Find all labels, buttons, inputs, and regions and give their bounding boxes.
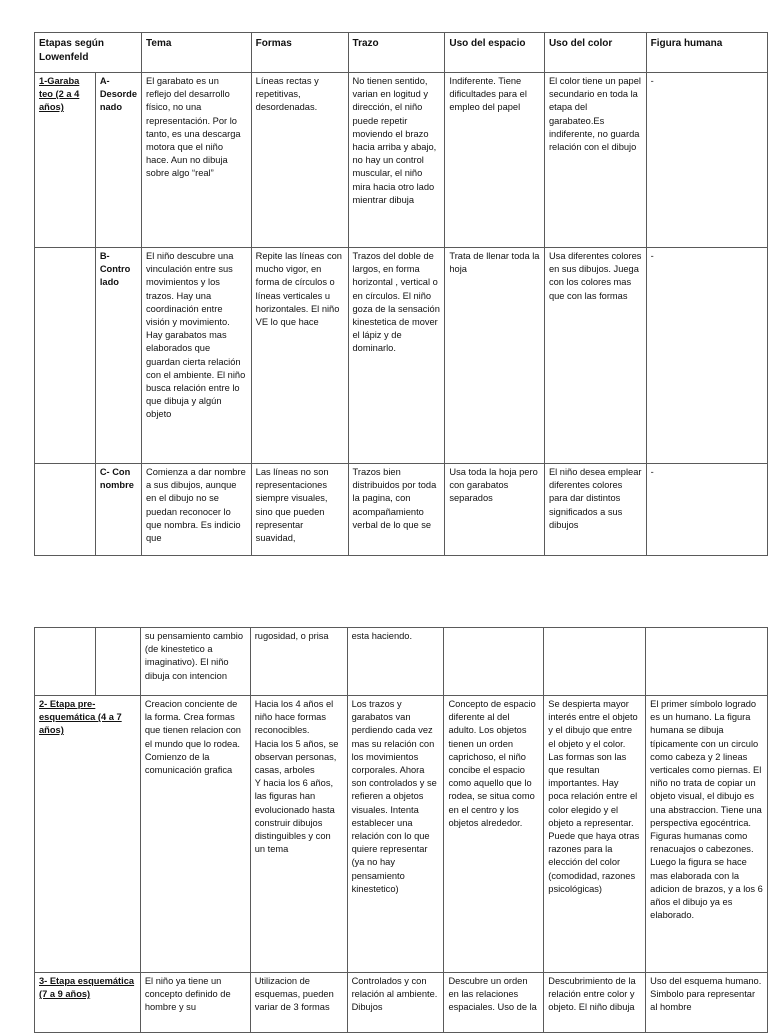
cell-figure: - bbox=[646, 73, 767, 248]
cell-color: El color tiene un papel secundario en toda la etapa del garabateo.Es indiferente, no guarda relación con el dibujo bbox=[544, 73, 646, 248]
cell-stroke: No tienen sentido, varian en logitud y dirección, el niño puede repetir moviendo el brazo hacia arriba y abajo, no hay un control muscular, el niño mira hacia otro lado mientrar dibuja bbox=[348, 73, 445, 248]
cell-space: Usa toda la hoja pero con garabatos separados bbox=[445, 464, 545, 556]
cell-stroke: Los trazos y garabatos van perdiendo cada vez mas su relación con los movimientos corporales. Ahora son controlados y se refieren a objetos visuales. Intenta establecer una relación con lo que quiere representar (ya no hay pensamiento kinestetico) bbox=[347, 696, 444, 973]
header-forms: Formas bbox=[251, 33, 348, 73]
cell-figure: Uso del esquema humano. Simbolo para representar al hombre bbox=[646, 973, 768, 1033]
cell-color bbox=[544, 628, 646, 696]
stage-2-label: 2- Etapa pre-esquemática (4 a 7 años) bbox=[35, 696, 141, 973]
lowenfeld-table-page-1 bbox=[34, 32, 768, 556]
stage-1-label: 1-Garaba teo (2 a 4 años) bbox=[35, 73, 96, 248]
cell-space: Concepto de espacio diferente al del adulto. Los objetos tienen un orden caprichoso, el niño concibe el espacio como aquello que lo rodea, se situa como en el centro y los objetos alrededor. bbox=[444, 696, 544, 973]
header-figure: Figura humana bbox=[646, 33, 767, 73]
cell-stroke: esta haciendo. bbox=[347, 628, 444, 696]
cell-forms: Repite las líneas con mucho vigor, en forma de círculos o líneas verticales u horizontales. El niño VE lo que hace bbox=[251, 248, 348, 464]
cell-stroke: Trazos del doble de largos, en forma horizontal , vertical o en círculos. El niño goza de la sensación kinestetica de mover el lápiz y de dominarlo. bbox=[348, 248, 445, 464]
cell-color: Usa diferentes colores en sus dibujos. Juega con los colores mas que con las formas bbox=[544, 248, 646, 464]
stage-empty bbox=[35, 628, 96, 696]
substage-a: A- Desorde nado bbox=[95, 73, 141, 248]
header-space: Uso del espacio bbox=[445, 33, 545, 73]
cell-forms: rugosidad, o prisa bbox=[250, 628, 347, 696]
cell-space: Indiferente. Tiene dificultades para el empleo del papel bbox=[445, 73, 545, 248]
stage-3-label: 3- Etapa esquemática (7 a 9 años) bbox=[35, 973, 141, 1033]
header-theme: Tema bbox=[142, 33, 252, 73]
table-row bbox=[35, 248, 768, 464]
cell-forms: Hacia los 4 años el niño hace formas reconocibles. Hacia los 5 años, se observan personas, casas, arboles Y hacia los 6 años, las figuras han evolucionado hasta construir dibujos distinguibles y con un tema bbox=[250, 696, 347, 973]
header-stroke: Trazo bbox=[348, 33, 445, 73]
substage-b: B- Contro lado bbox=[95, 248, 141, 464]
table-row bbox=[35, 464, 768, 556]
header-color: Uso del color bbox=[544, 33, 646, 73]
cell-theme: su pensamiento cambio (de kinestetico a imaginativo). El niño dibuja con intencion bbox=[140, 628, 250, 696]
table-row bbox=[35, 73, 768, 248]
cell-forms: Utilizacion de esquemas, pueden variar de 3 formas bbox=[250, 973, 347, 1033]
cell-color: Se despierta mayor interés entre el objeto y el dibujo que entre el objeto y el color. Las formas son las que resultan importantes. Hay poca relación entre el color elegido y el objeto a representar. Puede que haya otras razones para la elección del color (comodidad, razones psicológicas) bbox=[544, 696, 646, 973]
cell-theme: El niño descubre una vinculación entre sus movimientos y los trazos. Hay una coordinación entre visión y movimiento. Hay garabatos mas elaborados que guardan cierta relación con el ambiente. El niño busca relación entre lo que dibuja y algún objeto bbox=[142, 248, 252, 464]
cell-stroke: Controlados y con relación al ambiente. Dibujos bbox=[347, 973, 444, 1033]
cell-figure: - bbox=[646, 464, 767, 556]
cell-space bbox=[444, 628, 544, 696]
cell-forms: Líneas rectas y repetitivas, desordenadas. bbox=[251, 73, 348, 248]
header-stages: Etapas según Lowenfeld bbox=[35, 33, 142, 73]
substage-c: C- Con nombre bbox=[95, 464, 141, 556]
cell-figure: El primer símbolo logrado es un humano. La figura humana se dibuja típicamente con un circulo como cabeza y 2 lineas verticales como piernas. El niño no trata de copiar un objeto visual, el dibujo es una abstraccion. Tiene una perspectiva egocéntrica. Figuras humanas como renacuajos o cabezones. Luego la figura se hace mas elaborada con la adicion de brazos, y a los 6 años el dibujo ya es elaborado. bbox=[646, 696, 768, 973]
lowenfeld-table-page-2 bbox=[34, 627, 768, 1033]
table-row bbox=[35, 696, 768, 973]
cell-forms: Las líneas no son representaciones siempre visuales, sino que pueden representar suavidad, bbox=[251, 464, 348, 556]
cell-space: Trata de llenar toda la hoja bbox=[445, 248, 545, 464]
cell-color: El niño desea emplear diferentes colores para dar distintos significados a sus dibujos bbox=[544, 464, 646, 556]
cell-stroke: Trazos bien distribuidos por toda la pagina, con acompañamiento verbal de lo que se bbox=[348, 464, 445, 556]
substage-empty bbox=[95, 628, 140, 696]
cell-figure: - bbox=[646, 248, 767, 464]
cell-figure bbox=[646, 628, 768, 696]
cell-theme: Creacion conciente de la forma. Crea formas que tienen relacion con el mundo que lo rodea. Comienzo de la comunicación grafica bbox=[140, 696, 250, 973]
cell-color: Descubrimiento de la relación entre color y objeto. El niño dibuja bbox=[544, 973, 646, 1033]
table-row bbox=[35, 628, 768, 696]
stage-1-empty bbox=[35, 464, 96, 556]
stage-1-empty bbox=[35, 248, 96, 464]
cell-theme: El garabato es un reflejo del desarrollo físico, no una representación. Por lo tanto, es una descarga motora que el niño hace. Aun no dibuja sobre algo “real” bbox=[142, 73, 252, 248]
cell-theme: Comienza a dar nombre a sus dibujos, aunque en el dibujo no se puedan reconocer lo que nombra. Es indicio que bbox=[142, 464, 252, 556]
cell-theme: El niño ya tiene un concepto definido de hombre y su bbox=[140, 973, 250, 1033]
cell-space: Descubre un orden en las relaciones espaciales. Uso de la bbox=[444, 973, 544, 1033]
